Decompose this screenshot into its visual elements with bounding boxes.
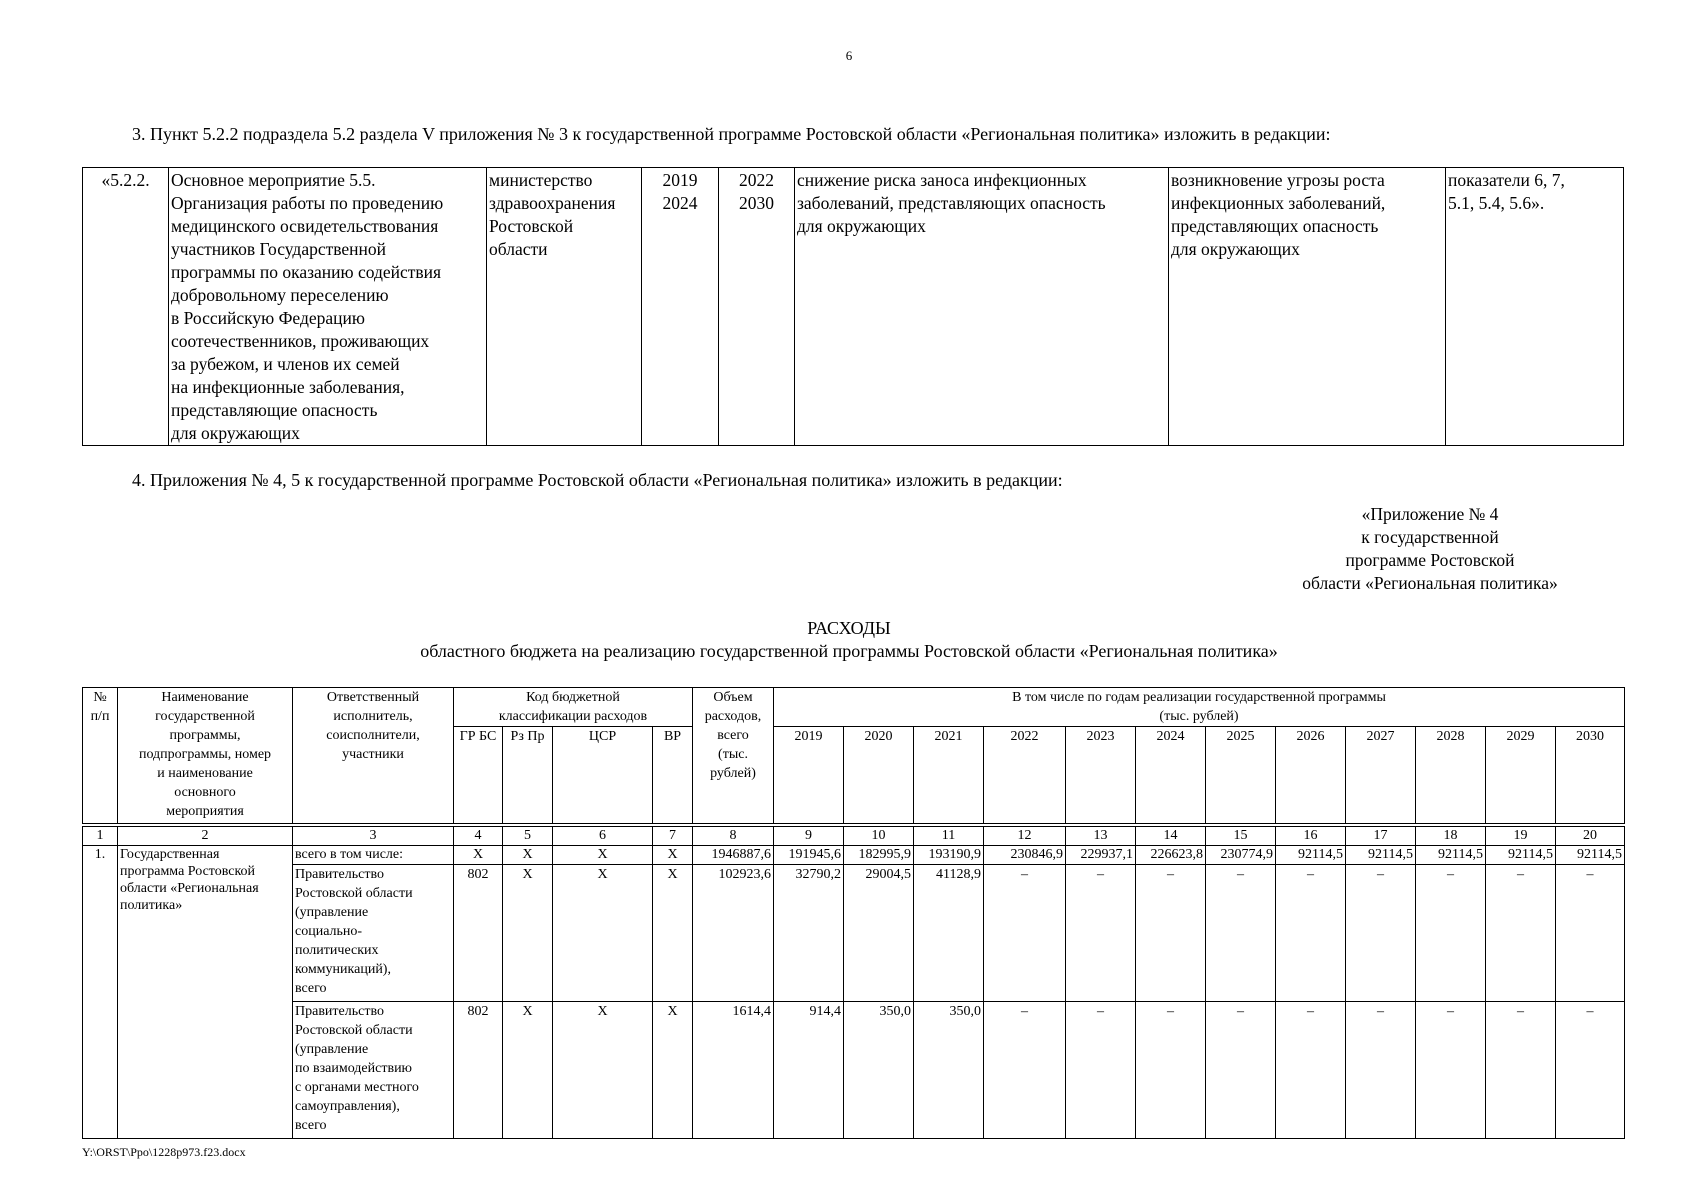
year-value: –	[1237, 1004, 1244, 1019]
header-year	[1416, 727, 1486, 826]
responsible-line: политических	[295, 943, 379, 958]
header-text: участники	[342, 747, 404, 762]
year-value: –	[1307, 1004, 1314, 1019]
responsible-line: по взаимодействию	[295, 1061, 413, 1076]
vr-value: X	[667, 867, 678, 882]
year-value: –	[1097, 867, 1104, 882]
column-number-text: 20	[1583, 828, 1597, 843]
appendix-line: к государственной	[1361, 527, 1499, 547]
responsible-line: Ростовской области	[295, 1023, 413, 1038]
responsible-line: всего	[295, 981, 327, 996]
header-budget-code	[454, 688, 693, 727]
year-value-cell	[1276, 1002, 1346, 1139]
year-value-cell	[774, 1002, 844, 1139]
file-path-footer: Y:\ORST\Ppo\1228p973.f23.docx	[82, 1145, 246, 1159]
measure-name-line: соотечественников, проживающих	[171, 331, 430, 351]
header-year-label: 2028	[1436, 729, 1465, 744]
year-value-cell	[1486, 865, 1556, 1002]
rzpr-cell	[503, 1002, 553, 1139]
year-value: –	[1021, 1004, 1028, 1019]
program-name-line: области «Региональная	[120, 881, 259, 896]
responsible-line: коммуникаций),	[295, 962, 391, 977]
measure-indicators-line: показатели 6, 7,	[1448, 170, 1565, 190]
page-number: 6	[845, 48, 853, 63]
grbs-cell	[454, 846, 503, 865]
column-number-text: 9	[805, 828, 812, 843]
column-number	[1066, 825, 1136, 846]
measure-name-line: на инфекционные заболевания,	[171, 377, 405, 397]
measure-name-line: участников Государственной	[171, 239, 387, 259]
header-responsible	[293, 688, 454, 826]
total-cell	[693, 865, 774, 1002]
year-value: –	[1517, 1004, 1524, 1019]
header-text: Объем	[713, 690, 753, 705]
year-value-cell	[984, 846, 1066, 865]
vr-cell	[653, 865, 693, 1002]
measure-end-cell	[719, 168, 795, 446]
column-number	[844, 825, 914, 846]
responsible-cell	[293, 846, 454, 865]
year-value-cell	[1346, 846, 1416, 865]
column-number	[1206, 825, 1276, 846]
program-name-line: Государственная	[120, 847, 220, 862]
rzpr-cell	[503, 865, 553, 1002]
year-value-cell	[1556, 865, 1625, 1002]
column-number	[83, 825, 118, 846]
header-text: ВР	[663, 729, 682, 744]
year-value: 32790,2	[795, 867, 841, 882]
responsible-line: (управление	[295, 1042, 369, 1057]
header-text: исполнитель,	[333, 709, 413, 724]
year-value-cell	[774, 865, 844, 1002]
year-value-cell	[1346, 1002, 1416, 1139]
header-volume	[693, 688, 774, 826]
measure-end-year: 2022	[739, 170, 774, 190]
header-year	[1486, 727, 1556, 826]
responsible-line: Правительство	[295, 1004, 384, 1019]
year-value-cell	[1206, 846, 1276, 865]
csr-cell	[553, 865, 653, 1002]
header-year-label: 2019	[794, 729, 823, 744]
column-number-text: 3	[369, 828, 377, 843]
measure-name-line: Основное мероприятие 5.5.	[171, 170, 376, 190]
column-number	[1416, 825, 1486, 846]
year-value: 41128,9	[936, 867, 981, 882]
column-number-text: 17	[1373, 828, 1388, 843]
measure-name-line: программы по оказанию содействия	[171, 262, 442, 282]
header-years-group	[774, 688, 1625, 727]
header-text: основного	[174, 785, 236, 800]
measure-result-line: для окружающих	[797, 216, 926, 236]
header-year-label: 2024	[1156, 729, 1185, 744]
responsible-cell	[293, 1002, 454, 1139]
year-value-cell	[1416, 1002, 1486, 1139]
year-value: –	[1167, 1004, 1174, 1019]
measure-start-year: 2019	[662, 170, 698, 190]
csr-value: X	[597, 1004, 608, 1019]
header-year	[1556, 727, 1625, 826]
header-text: Код бюджетной	[526, 690, 620, 705]
total-value: 1614,4	[732, 1004, 771, 1019]
year-value: 92114,5	[1438, 847, 1483, 862]
grbs-cell	[454, 1002, 503, 1139]
header-year	[984, 727, 1066, 826]
appendix-line: «Приложение № 4	[1361, 504, 1499, 524]
year-value: 230846,9	[1010, 847, 1063, 862]
year-value-cell	[1486, 846, 1556, 865]
year-value-cell	[984, 1002, 1066, 1139]
column-number	[914, 825, 984, 846]
year-value-cell	[914, 1002, 984, 1139]
total-cell	[693, 1002, 774, 1139]
year-value: –	[1517, 867, 1524, 882]
year-value: 92114,5	[1508, 847, 1553, 862]
header-number	[83, 688, 118, 826]
header-text: №	[93, 690, 107, 705]
year-value: 92114,5	[1577, 847, 1623, 862]
measure-consequence-line: возникновение угрозы роста	[1171, 170, 1385, 190]
program-name-line: политика»	[120, 898, 183, 913]
column-number-text: 16	[1303, 828, 1318, 843]
measure-number: «5.2.2.	[101, 170, 150, 190]
header-year	[914, 727, 984, 826]
column-number-text: 14	[1163, 828, 1178, 843]
header-year-label: 2023	[1086, 729, 1115, 744]
measure-consequence-line: инфекционных заболеваний,	[1171, 193, 1386, 213]
responsible-cell	[293, 865, 454, 1002]
header-text: мероприятия	[166, 804, 244, 819]
year-value-cell	[844, 865, 914, 1002]
measure-name-cell	[169, 168, 487, 446]
header-rzpr	[503, 727, 553, 826]
responsible-line: самоуправления),	[295, 1099, 400, 1114]
header-text: В том числе по годам реализации государственной программы	[1012, 690, 1386, 705]
title-subheading: областного бюджета на реализацию государственной программы Ростовской области «Региональная политика»	[420, 641, 1278, 661]
header-year	[1346, 727, 1416, 826]
rzpr-cell	[503, 846, 553, 865]
measure-name-line: добровольному переселению	[171, 285, 389, 305]
appendix-line: области «Региональная политика»	[1302, 573, 1558, 593]
year-value-cell	[1066, 846, 1136, 865]
column-number	[1346, 825, 1416, 846]
year-value: –	[1237, 867, 1244, 882]
year-value-cell	[1206, 865, 1276, 1002]
csr-value: X	[597, 847, 608, 862]
year-value-cell	[1276, 846, 1346, 865]
year-value-cell	[844, 1002, 914, 1139]
year-value: 92114,5	[1298, 847, 1343, 862]
header-text: рублей)	[710, 766, 756, 781]
column-number	[1136, 825, 1206, 846]
measure-result-line: снижение риска заноса инфекционных	[797, 170, 1087, 190]
measure-name-line: представляющие опасность	[171, 400, 378, 420]
expenses-table	[82, 687, 1625, 1139]
measure-consequence-cell	[1169, 168, 1446, 446]
measure-executor-line: области	[489, 239, 548, 259]
total-value: 102923,6	[718, 867, 771, 882]
year-value: 350,0	[949, 1004, 981, 1019]
year-value-cell	[844, 846, 914, 865]
program-number-cell	[83, 846, 118, 1139]
year-value-cell	[1136, 846, 1206, 865]
measure-name-line: Организация работы по проведению	[171, 193, 444, 213]
column-number-text: 4	[474, 828, 482, 843]
header-text: ГР БС	[459, 729, 497, 744]
year-value: –	[1586, 1004, 1594, 1019]
year-value-cell	[1556, 1002, 1625, 1139]
header-year-label: 2027	[1366, 729, 1395, 744]
year-value: 226623,8	[1150, 847, 1203, 862]
column-number-text: 7	[669, 828, 676, 843]
header-vr	[653, 727, 693, 826]
program-number: 1.	[94, 847, 106, 862]
appendix-line: программе Ростовской	[1345, 550, 1515, 570]
column-number	[774, 825, 844, 846]
header-text: всего	[717, 728, 749, 743]
column-number-text: 6	[599, 828, 606, 843]
column-number	[553, 825, 653, 846]
header-text: соисполнители,	[326, 728, 420, 743]
header-year-label: 2026	[1296, 729, 1325, 744]
year-value-cell	[1416, 865, 1486, 1002]
column-number-text: 2	[201, 828, 209, 843]
header-year	[774, 727, 844, 826]
header-text: и наименование	[157, 766, 253, 781]
measure-indicators-line: 5.1, 5.4, 5.6».	[1448, 193, 1545, 213]
grbs-value: 802	[467, 1004, 489, 1019]
vr-value: X	[667, 1004, 678, 1019]
measure-consequence-line: для окружающих	[1171, 239, 1300, 259]
header-text: Наименование	[161, 690, 249, 705]
vr-value: X	[667, 847, 678, 862]
year-value: –	[1447, 1004, 1454, 1019]
responsible-line: (управление	[295, 905, 369, 920]
measure-start-year: 2024	[662, 193, 698, 213]
header-year	[1066, 727, 1136, 826]
column-number	[1276, 825, 1346, 846]
header-name	[118, 688, 293, 826]
year-value-cell	[914, 865, 984, 1002]
vr-cell	[653, 1002, 693, 1139]
measure-number-cell	[83, 168, 169, 446]
total-cell	[693, 846, 774, 865]
year-value-cell	[1556, 846, 1625, 865]
measure-name-line: в Российскую Федерацию	[171, 308, 365, 328]
responsible-line: всего	[295, 1118, 327, 1133]
column-number-text: 5	[524, 828, 531, 843]
responsible-line: с органами местного	[295, 1080, 419, 1095]
rzpr-value: X	[522, 1004, 533, 1019]
header-text: п/п	[90, 709, 110, 724]
year-value: 193190,9	[928, 847, 981, 862]
column-number	[503, 825, 553, 846]
responsible-line: всего в том числе:	[295, 847, 403, 862]
program-measure-table	[82, 167, 1624, 446]
header-text: Ответственный	[326, 690, 420, 705]
grbs-value: 802	[467, 867, 489, 882]
year-value: –	[1377, 1004, 1384, 1019]
year-value-cell	[1486, 1002, 1556, 1139]
paragraph-4: 4. Приложения № 4, 5 к государственной программе Ростовской области «Региональная политика» изложить в редакции:	[132, 470, 1063, 490]
year-value-cell	[1136, 865, 1206, 1002]
column-number-text: 1	[96, 828, 104, 843]
header-year-label: 2025	[1226, 729, 1255, 744]
header-text: классификации расходов	[498, 709, 648, 724]
year-value-cell	[1066, 1002, 1136, 1139]
header-text: государственной	[155, 709, 255, 724]
header-text: (тыс.	[718, 747, 748, 762]
header-grbs	[454, 727, 503, 826]
header-year-label: 2020	[864, 729, 893, 744]
measure-result-line: заболеваний, представляющих опасность	[797, 193, 1106, 213]
year-value: –	[1021, 867, 1028, 882]
grbs-value: X	[472, 847, 484, 862]
measure-consequence-line: представляющих опасность	[1171, 216, 1379, 236]
year-value-cell	[1346, 865, 1416, 1002]
csr-cell	[553, 1002, 653, 1139]
measure-end-year: 2030	[739, 193, 774, 213]
year-value-cell	[1136, 1002, 1206, 1139]
responsible-line: социально-	[295, 924, 363, 939]
year-value: –	[1097, 1004, 1104, 1019]
year-value-cell	[914, 846, 984, 865]
year-value-cell	[1206, 1002, 1276, 1139]
column-number-text: 12	[1017, 828, 1032, 843]
year-value: 191945,6	[788, 847, 841, 862]
appendix-caption	[1200, 503, 1660, 595]
csr-value: X	[597, 867, 608, 882]
header-year-label: 2030	[1576, 729, 1604, 744]
year-value-cell	[1276, 865, 1346, 1002]
paragraph-3: 3. Пункт 5.2.2 подраздела 5.2 раздела V приложения № 3 к государственной программе Ростовской области «Региональная политика» изложить в редакции:	[132, 124, 1331, 144]
vr-cell	[653, 846, 693, 865]
measure-name-line: за рубежом, и членов их семей	[171, 354, 400, 374]
measure-start-cell	[642, 168, 719, 446]
column-number	[1486, 825, 1556, 846]
header-year-label: 2021	[934, 729, 963, 744]
column-number	[118, 825, 293, 846]
measure-name-line: для окружающих	[171, 423, 300, 443]
column-number-text: 18	[1443, 828, 1458, 843]
header-text: программы,	[169, 728, 241, 743]
rzpr-value: X	[522, 847, 533, 862]
measure-executor-line: министерство	[489, 170, 593, 190]
measure-executor-cell	[487, 168, 642, 446]
header-year-label: 2029	[1506, 729, 1535, 744]
year-value-cell	[1066, 865, 1136, 1002]
year-value: 230774,9	[1220, 847, 1273, 862]
year-value: 29004,5	[865, 867, 911, 882]
header-text: расходов,	[704, 709, 762, 724]
header-text: ЦСР	[588, 729, 617, 744]
responsible-line: Ростовской области	[295, 886, 413, 901]
measure-executor-line: Ростовской	[489, 216, 574, 236]
total-value: 1946887,6	[711, 847, 771, 862]
measure-name-line: медицинского освидетельствования	[171, 216, 439, 236]
year-value: –	[1167, 867, 1174, 882]
column-number	[293, 825, 454, 846]
header-csr	[553, 727, 653, 826]
column-number	[693, 825, 774, 846]
program-name-line: программа Ростовской	[120, 864, 256, 879]
column-number	[984, 825, 1066, 846]
year-value: 182995,9	[858, 847, 911, 862]
column-number	[454, 825, 503, 846]
responsible-line: Правительство	[295, 867, 384, 882]
column-number-text: 10	[871, 828, 886, 843]
year-value-cell	[1416, 846, 1486, 865]
column-number-text: 8	[729, 828, 737, 843]
title-heading: РАСХОДЫ	[807, 618, 891, 638]
header-text: Рз Пр	[510, 729, 545, 744]
year-value: –	[1377, 867, 1384, 882]
grbs-cell	[454, 865, 503, 1002]
column-number-text: 19	[1513, 828, 1528, 843]
year-value: 914,4	[809, 1004, 841, 1019]
column-number-text: 11	[941, 828, 956, 843]
header-year	[844, 727, 914, 826]
program-name-cell	[118, 846, 293, 1139]
year-value: 229937,1	[1080, 847, 1133, 862]
measure-result-cell	[795, 168, 1169, 446]
year-value: –	[1586, 867, 1594, 882]
header-year	[1206, 727, 1276, 826]
year-value: –	[1307, 867, 1314, 882]
header-text: (тыс. рублей)	[1159, 709, 1239, 724]
header-year	[1136, 727, 1206, 826]
year-value-cell	[984, 865, 1066, 1002]
column-number-text: 13	[1093, 828, 1108, 843]
column-number	[1556, 825, 1625, 846]
measure-executor-line: здравоохранения	[489, 193, 616, 213]
year-value: –	[1447, 867, 1454, 882]
header-year-label: 2022	[1010, 729, 1039, 744]
header-year	[1276, 727, 1346, 826]
measure-indicators-cell	[1446, 168, 1624, 446]
year-value: 350,0	[879, 1004, 911, 1019]
year-value-cell	[774, 846, 844, 865]
header-text: подпрограммы, номер	[138, 747, 272, 762]
column-number	[653, 825, 693, 846]
csr-cell	[553, 846, 653, 865]
document-title	[0, 617, 1698, 663]
rzpr-value: X	[522, 867, 533, 882]
year-value: 92114,5	[1368, 847, 1413, 862]
column-number-text: 15	[1233, 828, 1248, 843]
